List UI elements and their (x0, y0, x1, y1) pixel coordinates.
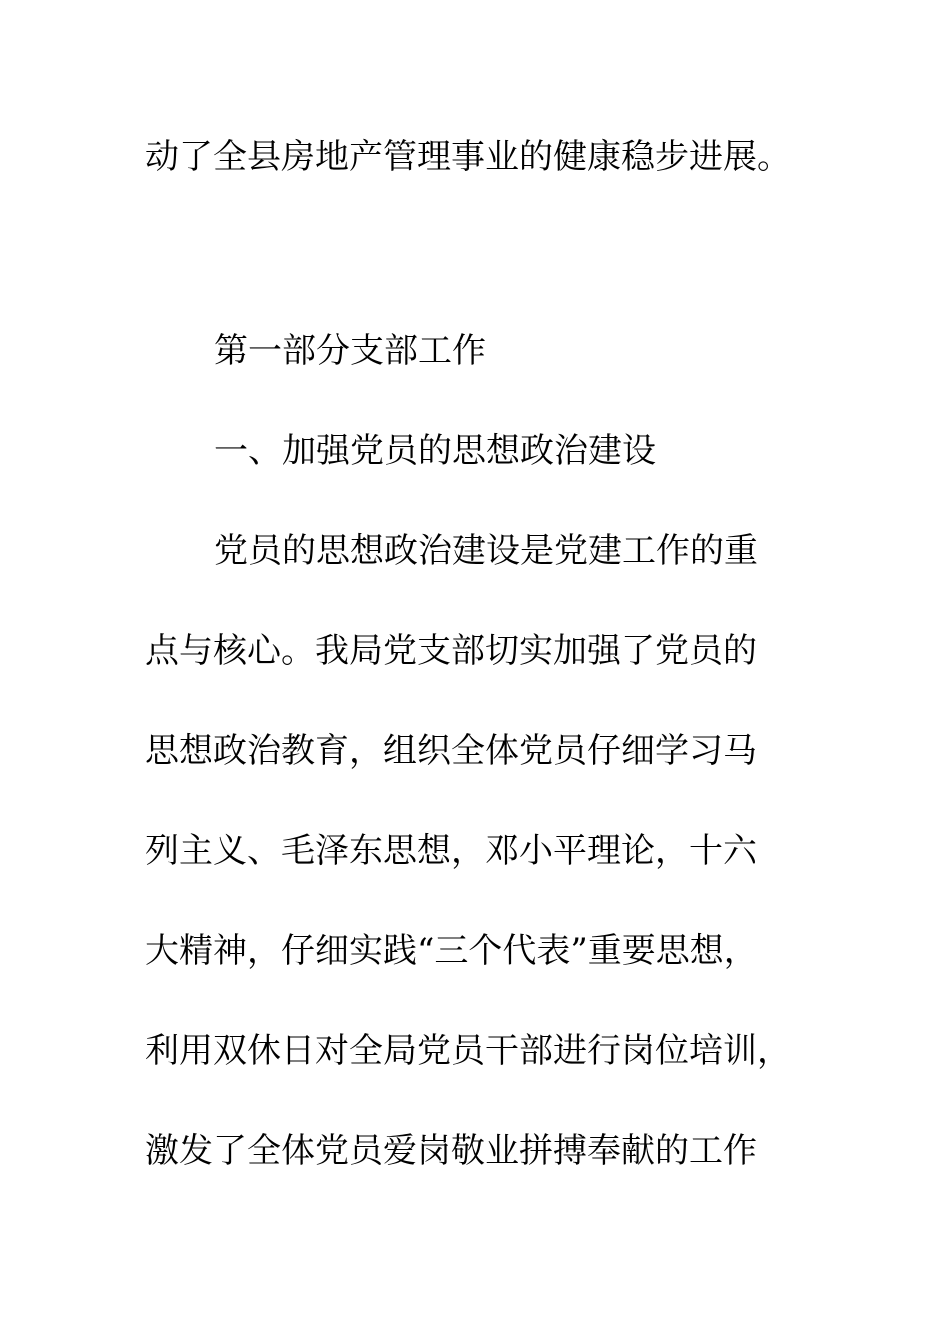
paragraph-line: 利用双休日对全局党员干部进行岗位培训， (145, 1031, 791, 1071)
paragraph-line: 点与核心。我局党支部切实加强了党员的 (145, 631, 757, 671)
paragraph-line: 激发了全体党员爱岗敬业拼搏奉献的工作 (145, 1131, 757, 1171)
subsection-title: 一、加强党员的思想政治建设 (214, 431, 656, 471)
paragraph-line: 列主义、毛泽东思想，邓小平理论，十六 (145, 831, 757, 871)
paragraph-line: 大精神，仔细实践“三个代表”重要思想， (145, 931, 758, 971)
paragraph-line: 党员的思想政治建设是党建工作的重 (214, 531, 758, 571)
section-title: 第一部分支部工作 (214, 331, 486, 371)
intro-text-line: 动了全县房地产管理事业的健康稳步进展。 (145, 137, 791, 177)
paragraph-line: 思想政治教育，组织全体党员仔细学习马 (145, 731, 757, 771)
